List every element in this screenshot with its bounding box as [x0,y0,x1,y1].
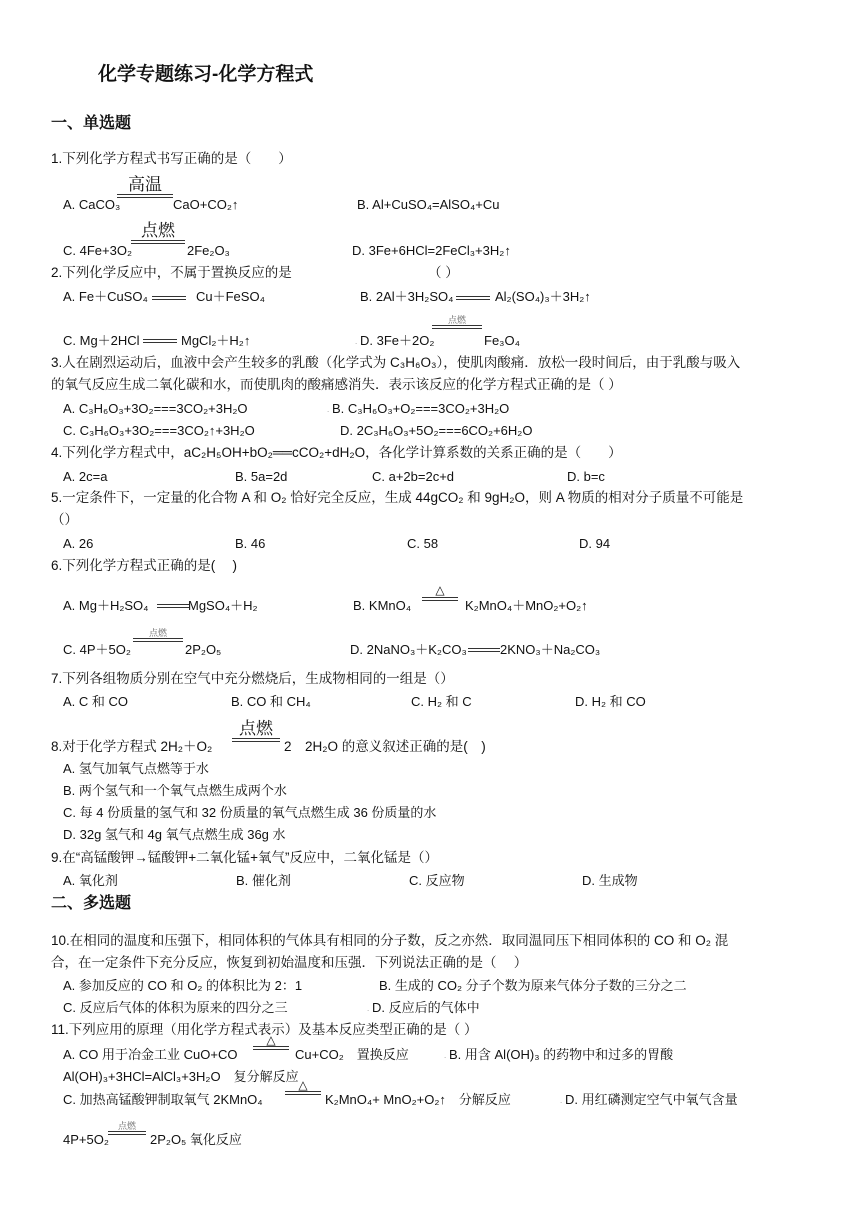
question-3-option-a: A. C₃H₆O₃+3O₂===3CO₂+3H₂O [63,401,248,416]
condition-label: △ [435,583,445,597]
equation-products: Al₂(SO₄)₃＋3H₂↑ [495,289,591,304]
question-4-option-c: C. a+2b=2c+d [372,469,455,484]
equation-products: CaO+CO₂↑ [173,197,239,212]
question-6-option-c: C. 4P＋5O₂ [63,642,131,657]
question-6-stem: 6.下列化学方程式正确的是( ) [51,558,238,573]
reaction-condition-heating [422,583,458,601]
reaction-condition-ignition [232,719,280,742]
section-heading-single-choice: 一、单选题 [51,115,132,132]
question-6-option-b: B. KMnO₄ [353,598,412,613]
question-11-option-c: C. 加热高锰酸钾制取氧气 2KMnO₄ [63,1092,263,1107]
equals-sign [108,1131,146,1135]
equation-reactants: A. CaCO₃ [63,197,121,212]
question-7-option-b: B. CO 和 CH₄ [231,694,311,709]
equation-products: Cu+CO₂ 置换反应 [295,1047,409,1062]
reaction-condition-ignition [432,315,482,329]
question-2-option-d: D. 3Fe＋2O₂ [360,333,435,348]
reaction-condition-ignition [131,221,185,244]
question-3-option-d: D. 2C₃H₆O₃+5O₂===6CO₂+6H₂O [340,423,533,438]
equals-sign [422,597,458,601]
question-10-stem-line-1: 10.在相同的温度和压强下，相同体积的气体具有相同的分子数，反之亦然．取同温同压下相同体积的 CO 和 O₂ 混 [51,933,729,948]
question-2-option-b: B. 2Al＋3H₂SO₄ [360,289,454,304]
scan-mark: . [444,1051,447,1060]
equals-sign [232,738,280,742]
question-1-option-d: D. 3Fe+6HCl=2FeCl₃+3H₂↑ [352,243,511,258]
condition-label: 点燃 [239,719,273,738]
reaction-condition-high-temperature [117,175,173,198]
equals-sign [432,325,482,329]
equation-products: K₂MnO₄＋MnO₂+O₂↑ [465,598,588,613]
scan-mark: . [560,1096,563,1105]
question-4-option-d: D. b=c [567,469,605,484]
question-6-option-d: D. 2NaNO₃＋K₂CO₃ [350,642,467,657]
question-4-stem: 4.下列化学方程式中，aC₂H₅OH+bO₂══cCO₂+dH₂O，各化学计算系数的关系正确的是（ ） [51,445,622,460]
question-1-stem: 1.下列化学方程式书写正确的是（ ） [51,151,292,166]
question-9-stem: 9.在“高锰酸钾→锰酸钾+二氧化锰+氧气”反应中，二氧化锰是（） [51,850,439,865]
question-10-stem-line-2: 合，在一定条件下充分反应，恢复到初始温度和压强．下列说法正确的是（ ） [51,955,528,970]
question-3-option-b: B. C₃H₆O₃+O₂===3CO₂+3H₂O [332,401,510,416]
equals-sign [157,604,189,608]
question-3-stem-line-1: 3.人在剧烈运动后，血液中会产生较多的乳酸（化学式为 C₃H₆O₃），使肌肉酸痛．放松一段时间后，由于乳酸与吸入 [51,355,741,370]
question-8-stem: 8.对于化学方程式 2H₂＋O₂ [51,739,213,754]
page-title: 化学专题练习-化学方程式 [98,64,314,85]
scan-mark: . [327,405,330,414]
question-11-option-a: A. CO 用于冶金工业 CuO+CO [63,1047,238,1062]
question-11-option-d-equation: 4P+5O₂ [63,1132,109,1147]
question-6-option-a: A. Mg＋H₂SO₄ [63,598,149,613]
scan-mark: . [355,337,358,346]
question-10-option-a: A. 参加反应的 CO 和 O₂ 的体积比为 2：1 [63,978,303,993]
question-7-option-d: D. H₂ 和 CO [575,694,646,709]
question-11-option-d: D. 用红磷测定空气中氧气含量 [565,1092,738,1107]
question-3-option-c: C. C₃H₆O₃+3O₂===3CO₂↑+3H₂O [63,423,255,438]
reaction-condition-ignition [133,628,183,642]
condition-label: 点燃 [117,1121,136,1131]
question-5-stem-line-2: （） [51,512,78,527]
question-4-option-a: A. 2c=a [63,469,108,484]
equals-sign [456,296,490,300]
equals-sign [468,648,500,652]
question-7-option-c: C. H₂ 和 C [411,694,472,709]
question-3-stem-line-2: 的氧气反应生成二氧化碳和水，而使肌肉的酸痛感消失．表示该反应的化学方程式正确的是（ ） [51,377,622,392]
equals-sign [133,638,183,642]
condition-label: △ [266,1033,276,1047]
question-2-answer-paren: （ ） [428,265,459,280]
question-4-option-b: B. 5a=2d [235,469,288,484]
question-5-option-d: D. 94 [579,536,611,551]
question-9-option-a: A. 氧化剂 [63,873,118,888]
question-11-stem: 11.下列应用的原理（用化学方程式表示）及基本反应类型正确的是（ ） [51,1022,478,1037]
equals-sign [143,339,177,343]
question-2-option-a: A. Fe＋CuSO₄ [63,289,148,304]
equation-products: 2P₂O₅ 氧化反应 [150,1132,242,1147]
question-5-option-c: C. 58 [407,536,439,551]
equals-sign [152,296,186,300]
question-1-option-a [63,197,120,213]
condition-label: 高温 [128,175,162,194]
equation-products: 2KNO₃＋Na₂CO₃ [500,642,601,657]
question-10-option-b: B. 生成的 CO₂ 分子个数为原来气体分子数的三分之二 [379,978,687,993]
question-11-option-b-equation: Al(OH)₃+3HCl=AlCl₃+3H₂O 复分解反应 [63,1069,299,1084]
question-9-option-d: D. 生成物 [582,873,638,888]
question-2-stem: 2.下列化学反应中，不属于置换反应的是 [51,265,292,280]
equation-products: MgSO₄＋H₂ [188,598,258,613]
question-1-option-c: C. 4Fe+3O₂ [63,243,132,258]
question-5-option-b: B. 46 [235,536,266,551]
section-heading-multiple-choice: 二、多选题 [51,895,132,912]
condition-label: 点燃 [447,315,466,325]
reaction-condition-ignition [108,1121,146,1135]
reaction-condition-heating [253,1034,289,1050]
condition-label: 点燃 [141,221,175,240]
question-8-option-b: B. 两个氢气和一个氧气点燃生成两个水 [63,783,287,798]
equals-sign [131,240,185,244]
equation-products: 2Fe₂O₃ [187,243,230,258]
equation-products: MgCl₂＋H₂↑ [181,333,251,348]
question-9-option-b: B. 催化剂 [236,873,291,888]
reaction-condition-heating [285,1079,321,1095]
equation-products: 2P₂O₅ [185,642,222,657]
question-10-option-d: D. 反应后的气体中 [372,1000,480,1015]
question-11-option-b: B. 用含 Al(OH)₃ 的药物中和过多的胃酸 [449,1047,674,1062]
scan-mark: . [367,1004,370,1013]
equation-products: Fe₃O₄ [484,333,520,348]
question-8-option-a: A. 氢气加氧气点燃等于水 [63,761,209,776]
question-5-option-a: A. 26 [63,536,94,551]
question-7-stem: 7.下列各组物质分别在空气中充分燃烧后，生成物相同的一组是（） [51,671,454,686]
question-9-option-c: C. 反应物 [409,873,465,888]
condition-label: 点燃 [148,628,167,638]
question-7-option-a: A. C 和 CO [63,694,129,709]
question-1-option-b: B. Al+CuSO₄=AlSO₄+Cu [357,197,500,212]
question-8-option-d: D. 32g 氢气和 4g 氧气点燃生成 36g 水 [63,827,286,842]
question-8-stem-continued: 2 2H₂O 的意义叙述正确的是( ) [284,739,486,754]
equals-sign [117,194,173,198]
question-2-option-c: C. Mg＋2HCl [63,333,140,348]
equation-products: K₂MnO₄+ MnO₂+O₂↑ 分解反应 [325,1092,511,1107]
equation-products: Cu＋FeSO₄ [196,289,265,304]
question-8-option-c: C. 每 4 份质量的氢气和 32 份质量的氧气点燃生成 36 份质量的水 [63,805,437,820]
condition-label: △ [298,1078,308,1092]
question-5-stem-line-1: 5.一定条件下，一定量的化合物 A 和 O₂ 恰好完全反应，生成 44gCO₂ 和 9gH₂O，则 A 物质的相对分子质量不可能是 [51,490,744,505]
question-10-option-c: C. 反应后气体的体积为原来的四分之三 [63,1000,288,1015]
